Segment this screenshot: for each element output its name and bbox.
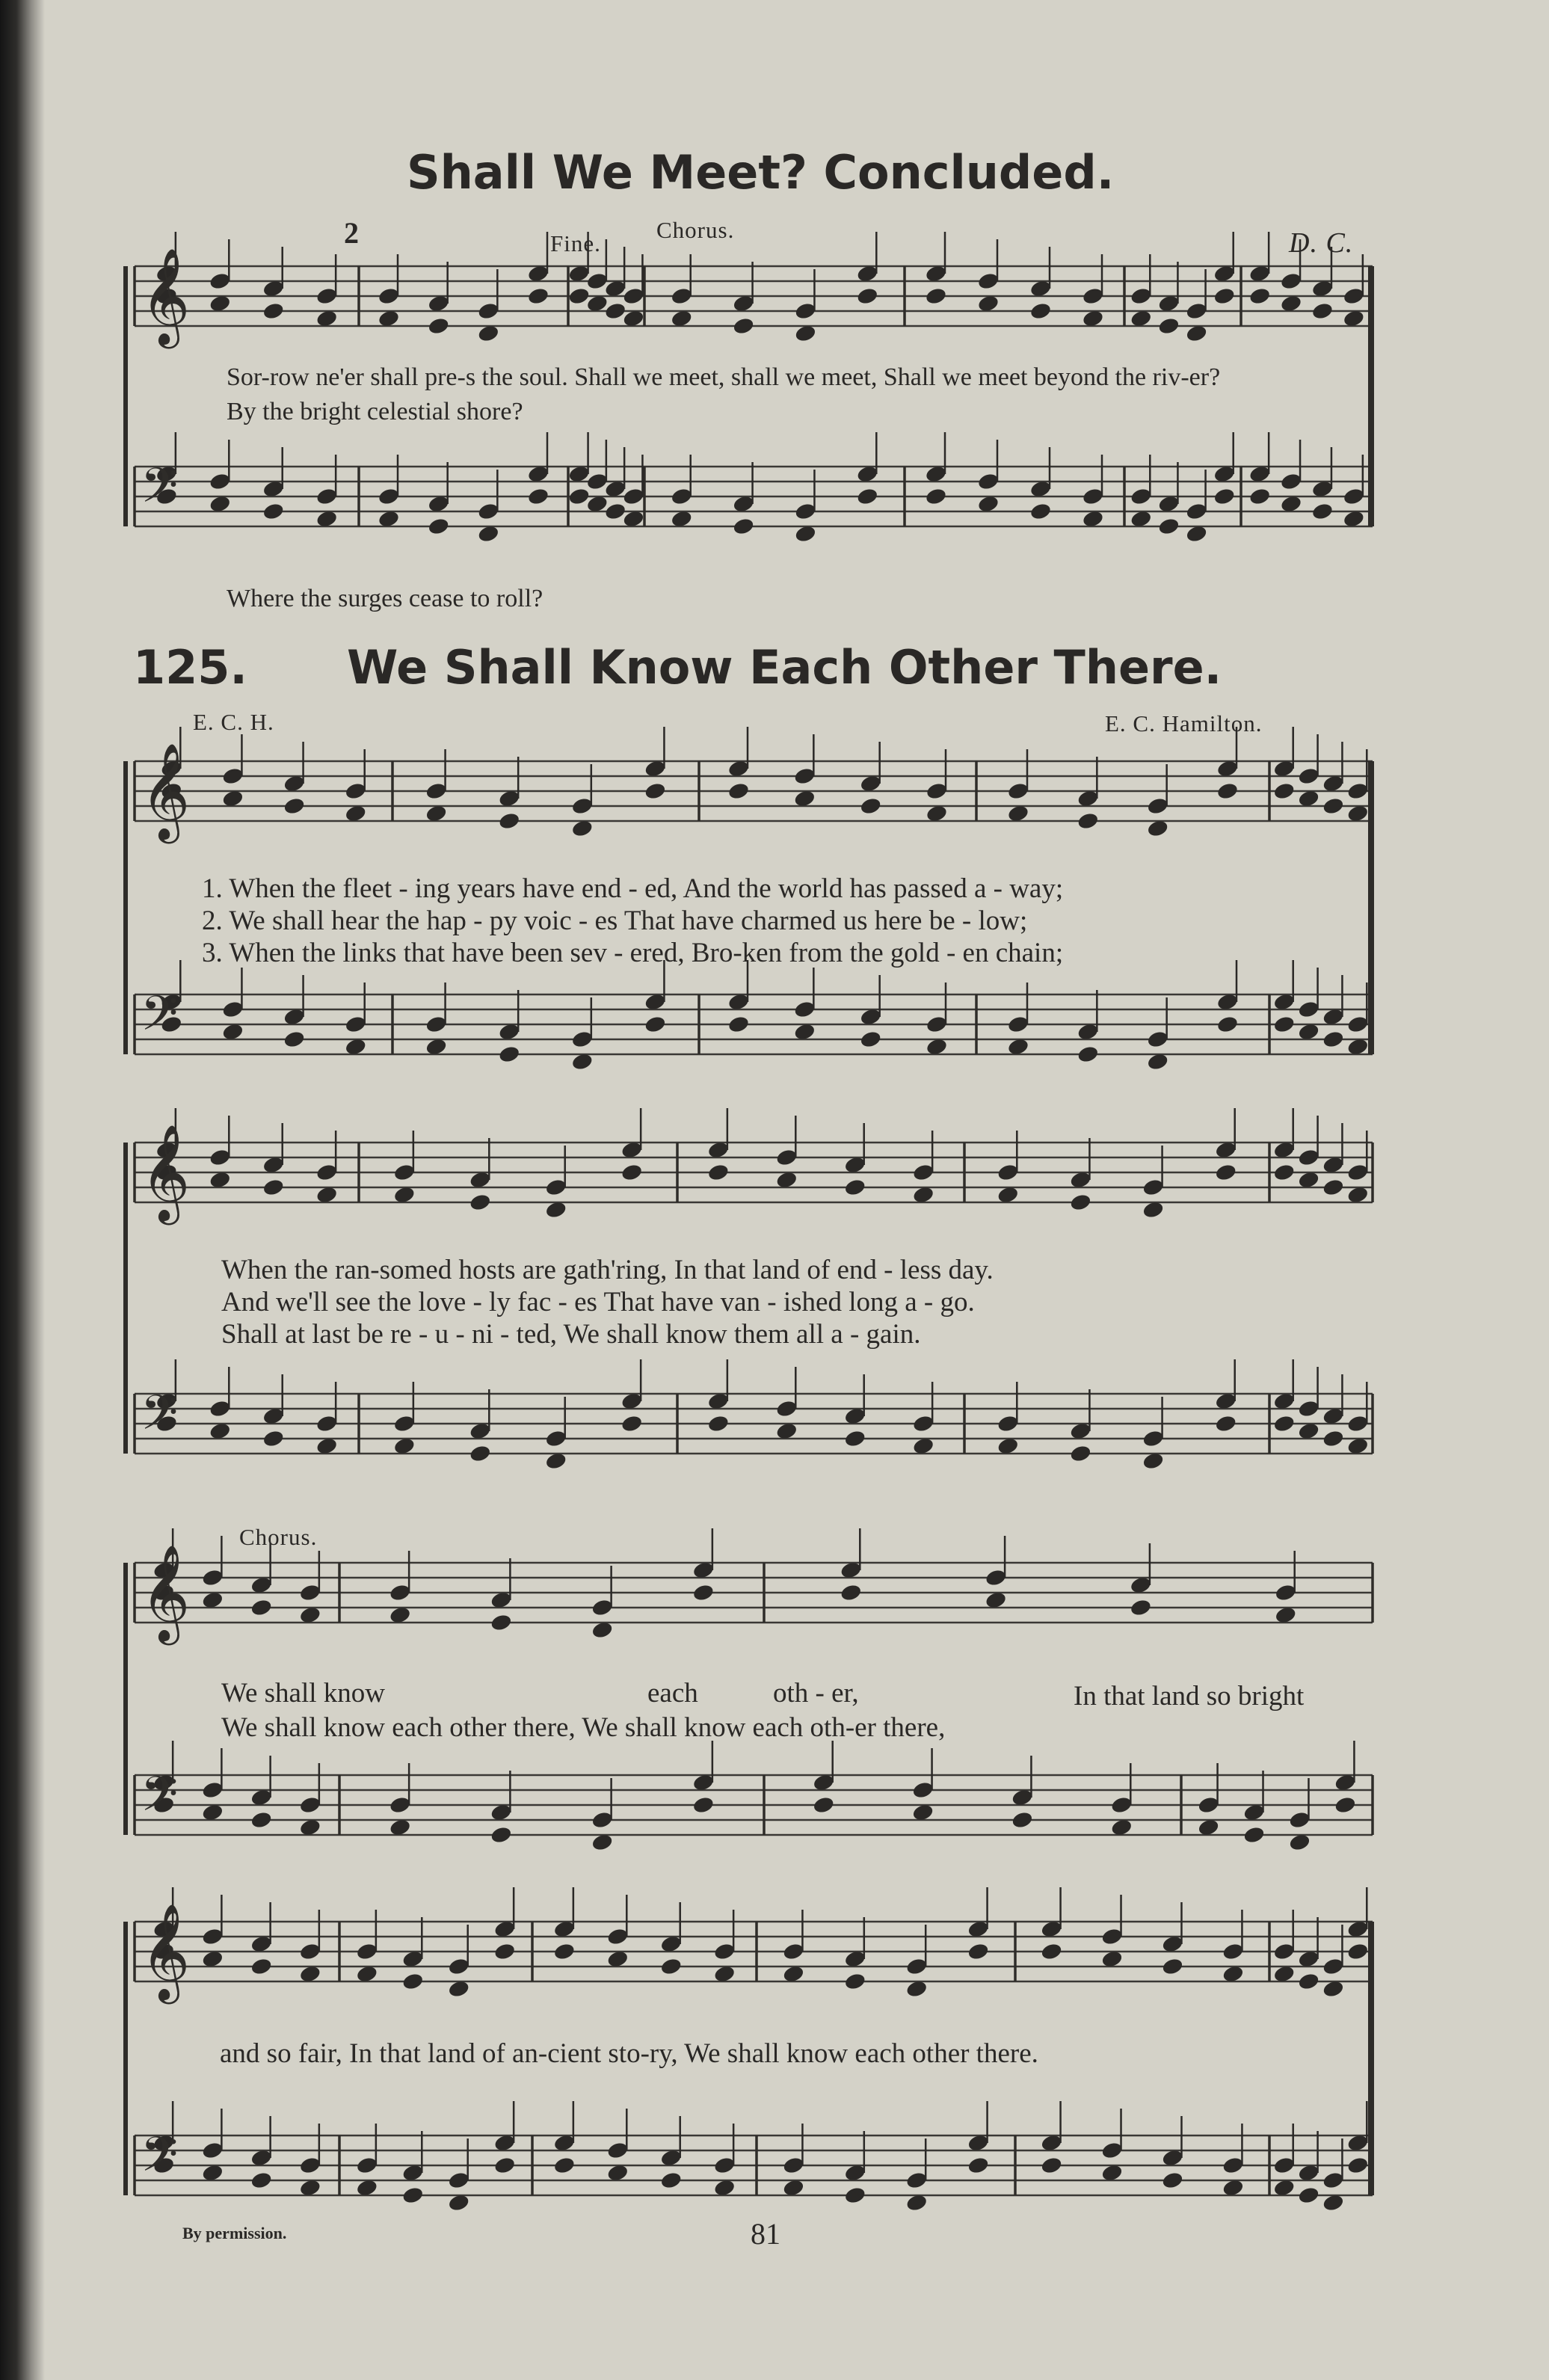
notehead — [544, 1429, 567, 1448]
notehead — [493, 2156, 517, 2175]
notehead — [1297, 1399, 1320, 1418]
notehead — [775, 1399, 798, 1418]
notehead — [299, 1795, 322, 1815]
treble-clef: 𝄞 — [141, 247, 191, 345]
notehead — [553, 1942, 576, 1961]
notehead — [1040, 2156, 1063, 2175]
dc-marking: D. C. — [1289, 227, 1354, 259]
notehead — [544, 1178, 567, 1197]
notehead — [1029, 502, 1053, 521]
notehead — [477, 502, 500, 521]
notehead — [250, 1598, 273, 1617]
notehead — [732, 517, 755, 536]
notehead — [477, 301, 500, 321]
chorus-marking: Chorus. — [239, 1524, 318, 1550]
notehead — [427, 517, 450, 536]
notehead — [644, 781, 667, 801]
notehead — [1157, 517, 1180, 536]
notehead — [586, 271, 609, 291]
notehead — [1248, 286, 1272, 306]
notehead — [1242, 1825, 1266, 1845]
notehead — [1272, 1163, 1296, 1182]
notehead — [1297, 2186, 1320, 2205]
final-lyric: and so fair, In that land of an-cient sto-ry, We shall know each other there. — [220, 2038, 1038, 2069]
notehead — [299, 1942, 322, 1961]
notehead — [1216, 1015, 1239, 1034]
notehead — [469, 1193, 492, 1212]
notehead — [1142, 1178, 1165, 1197]
notehead — [859, 1030, 882, 1049]
notehead — [967, 2156, 990, 2175]
notehead — [262, 301, 285, 321]
notehead — [1082, 286, 1105, 306]
notehead — [1280, 271, 1303, 291]
treble-clef: 𝄞 — [141, 742, 191, 840]
notehead — [843, 1429, 866, 1448]
notehead — [604, 301, 627, 321]
notehead — [1311, 301, 1334, 321]
notehead — [606, 2141, 629, 2160]
bass-clef: 𝄢 — [141, 458, 179, 526]
notehead — [447, 1957, 470, 1976]
continuation-lyric-line-1: Sor-row ne'er shall pre-s the soul. Shall we meet, shall we meet, Shall we meet beyond the riv-er? — [227, 363, 1221, 391]
notehead — [1297, 766, 1320, 786]
notehead — [985, 1568, 1008, 1587]
bass-clef: 𝄢 — [141, 986, 179, 1054]
notehead — [1272, 1015, 1296, 1034]
notehead — [1297, 1148, 1320, 1167]
notehead — [856, 286, 879, 306]
staff-lines — [126, 266, 1374, 2195]
notehead — [967, 1942, 990, 1961]
notehead — [794, 301, 817, 321]
notehead — [209, 271, 232, 291]
notehead — [775, 1148, 798, 1167]
notehead — [1334, 1795, 1357, 1815]
notehead — [1214, 1163, 1237, 1182]
notehead — [1346, 2156, 1370, 2175]
notehead — [1272, 781, 1296, 801]
notehead — [1146, 796, 1169, 816]
notehead — [356, 2156, 379, 2175]
notehead — [490, 1825, 513, 1845]
notehead — [389, 1583, 412, 1602]
notehead — [221, 766, 244, 786]
treble-clef: 𝄞 — [141, 1903, 191, 2000]
notehead — [997, 1163, 1020, 1182]
notehead — [250, 2171, 273, 2190]
notehead — [659, 2171, 683, 2190]
system2-verse-3: Shall at last be re - u - ni - ted, We shall know them all a - gain. — [221, 1319, 921, 1350]
treble-clef: 𝄞 — [141, 1124, 191, 1221]
notehead — [604, 502, 627, 521]
notehead — [1213, 487, 1236, 506]
notehead — [713, 2156, 736, 2175]
notehead — [732, 316, 755, 336]
notehead — [490, 1613, 513, 1632]
notehead — [925, 487, 948, 506]
chorus-soprano-lyric-1: We shall know — [221, 1678, 385, 1709]
notehead — [844, 2186, 867, 2205]
notehead — [315, 1163, 339, 1182]
notehead — [1322, 1429, 1345, 1448]
notehead — [1222, 2156, 1245, 2175]
continuation-title: Shall We Meet? Concluded. — [407, 145, 1115, 200]
notehead — [997, 1414, 1020, 1433]
system1-verse-3: 3. When the links that have been sev - ered, Bro-ken from the gold - en chain; — [202, 938, 1064, 968]
notehead — [378, 487, 401, 506]
notehead — [425, 1015, 448, 1034]
chorus-alto-lyric: We shall know each other there, We shall know each oth-er there, — [221, 1712, 946, 1743]
notehead — [977, 472, 1000, 491]
notehead — [1185, 301, 1208, 321]
notehead — [1322, 1957, 1345, 1976]
notehead — [221, 1000, 244, 1019]
notehead — [527, 286, 550, 306]
notehead — [793, 1000, 816, 1019]
notehead — [591, 1598, 614, 1617]
notehead — [925, 286, 948, 306]
notehead — [1082, 487, 1105, 506]
notehead — [393, 1414, 416, 1433]
chorus-marking-top: Chorus. — [656, 217, 735, 243]
notehead — [1322, 1030, 1345, 1049]
notehead — [1311, 502, 1334, 521]
notehead — [1069, 1444, 1092, 1463]
notehead — [1322, 796, 1345, 816]
notehead — [1272, 2156, 1296, 2175]
notehead — [571, 796, 594, 816]
notehead — [401, 2186, 425, 2205]
notehead — [201, 1927, 224, 1946]
notehead — [1011, 1810, 1034, 1830]
notehead — [425, 781, 448, 801]
notehead — [567, 286, 591, 306]
notehead — [209, 472, 232, 491]
notehead — [553, 2156, 576, 2175]
notehead — [299, 2156, 322, 2175]
noteheads — [153, 232, 1370, 2213]
continuation-lyric-line-3: Where the surges cease to roll? — [227, 585, 543, 612]
notehead — [1322, 2171, 1345, 2190]
composer-credit: E. C. Hamilton. — [1105, 710, 1263, 737]
notehead — [283, 1030, 306, 1049]
notehead — [1297, 1972, 1320, 1991]
clefs-and-signatures — [141, 247, 190, 2195]
notehead — [1343, 487, 1366, 506]
notehead — [262, 1178, 285, 1197]
final-barline — [1368, 266, 1374, 526]
notehead — [1222, 1942, 1245, 1961]
notehead — [782, 2156, 805, 2175]
notehead — [1157, 316, 1180, 336]
notehead — [713, 1942, 736, 1961]
final-barline — [1368, 1922, 1374, 2195]
notehead — [782, 1942, 805, 1961]
continuation-lyric-line-2: By the bright celestial shore? — [227, 398, 523, 425]
notehead — [926, 1015, 949, 1034]
notehead — [659, 1957, 683, 1976]
notehead — [1274, 1583, 1297, 1602]
notehead — [591, 1810, 614, 1830]
notehead — [622, 487, 645, 506]
notehead — [209, 1148, 232, 1167]
notehead — [1142, 1429, 1165, 1448]
hymn-title: We Shall Know Each Other There. — [347, 640, 1222, 695]
notehead — [1346, 1942, 1370, 1961]
notehead — [1346, 1015, 1370, 1034]
notehead — [1214, 1414, 1237, 1433]
notehead — [1322, 1178, 1345, 1197]
notehead — [1248, 487, 1272, 506]
notehead — [201, 1780, 224, 1800]
notehead — [283, 796, 306, 816]
fine-marking: Fine. — [550, 230, 601, 256]
notehead — [856, 487, 879, 506]
notehead — [1216, 781, 1239, 801]
final-barline — [1368, 761, 1374, 1054]
notehead — [727, 1015, 751, 1034]
notehead — [620, 1414, 644, 1433]
notehead — [1272, 1414, 1296, 1433]
notehead — [262, 502, 285, 521]
notehead — [1146, 1030, 1169, 1049]
notehead — [844, 1972, 867, 1991]
notehead — [926, 781, 949, 801]
notehead — [262, 1429, 285, 1448]
notehead — [209, 1399, 232, 1418]
notehead — [586, 472, 609, 491]
notehead — [670, 286, 693, 306]
notehead — [1130, 1598, 1153, 1617]
notehead — [707, 1414, 730, 1433]
notehead — [859, 796, 882, 816]
notehead — [1272, 1942, 1296, 1961]
notehead — [670, 487, 693, 506]
notehead — [977, 271, 1000, 291]
notehead — [1161, 1957, 1184, 1976]
notehead — [401, 1972, 425, 1991]
notehead — [1077, 811, 1100, 831]
treble-clef: 𝄞 — [141, 1544, 191, 1641]
system2-verse-1: When the ran-somed hosts are gath'ring, In that land of end - less day. — [221, 1255, 994, 1285]
notehead — [469, 1444, 492, 1463]
notehead — [727, 781, 751, 801]
system2-verse-2: And we'll see the love - ly fac - es That have van - ished long a - go. — [221, 1287, 975, 1317]
permission-note: By permission. — [182, 2224, 287, 2242]
notehead — [905, 1957, 929, 1976]
bass-clef: 𝄢 — [141, 1386, 179, 1453]
page-number: 81 — [751, 2217, 780, 2251]
system1-verse-1: 1. When the fleet - ing years have end - ed, And the world has passed a - way; — [202, 873, 1064, 904]
chorus-soprano-lyric-3: oth - er, — [773, 1678, 859, 1709]
notehead — [1288, 1810, 1311, 1830]
notehead — [1077, 1045, 1100, 1064]
notehead — [692, 1583, 715, 1602]
notehead — [1197, 1795, 1220, 1815]
notehead — [1100, 2141, 1124, 2160]
notehead — [393, 1163, 416, 1182]
notehead — [840, 1583, 863, 1602]
notehead — [299, 1583, 322, 1602]
notehead — [644, 1015, 667, 1034]
notehead — [1346, 1163, 1370, 1182]
chorus-soprano-lyric-2: each — [647, 1678, 698, 1709]
notehead — [315, 1414, 339, 1433]
notehead — [1280, 472, 1303, 491]
system1-verse-2: 2. We shall hear the hap - py voic - es That have charmed us here be - low; — [202, 905, 1028, 936]
notehead — [1297, 1000, 1320, 1019]
lyricist-credit: E. C. H. — [193, 709, 274, 735]
notehead — [447, 2171, 470, 2190]
notehead — [912, 1163, 935, 1182]
notehead — [356, 1942, 379, 1961]
notehead — [1029, 301, 1053, 321]
notehead — [250, 1810, 273, 1830]
notehead — [1161, 2171, 1184, 2190]
notehead — [812, 1795, 835, 1815]
notehead — [911, 1780, 934, 1800]
notehead — [794, 502, 817, 521]
notehead — [1007, 781, 1030, 801]
notehead — [389, 1795, 412, 1815]
notehead — [378, 286, 401, 306]
notehead — [1069, 1193, 1092, 1212]
ending-number: 2 — [344, 216, 360, 250]
notehead — [315, 286, 339, 306]
hymn-number: 125. — [133, 640, 247, 695]
notehead — [905, 2171, 929, 2190]
notehead — [1040, 1942, 1063, 1961]
notehead — [201, 1568, 224, 1587]
bass-clef: 𝄢 — [141, 1767, 179, 1834]
notehead — [1346, 1414, 1370, 1433]
notehead — [1007, 1015, 1030, 1034]
chorus-soprano-lyric-4: In that land so bright — [1074, 1681, 1305, 1712]
notehead — [493, 1942, 517, 1961]
notehead — [315, 487, 339, 506]
bass-clef: 𝄢 — [141, 2127, 179, 2195]
notehead — [498, 1045, 521, 1064]
notehead — [1346, 781, 1370, 801]
notehead — [1343, 286, 1366, 306]
notehead — [567, 487, 591, 506]
notehead — [912, 1414, 935, 1433]
notehead — [843, 1178, 866, 1197]
notehead — [1185, 502, 1208, 521]
notehead — [571, 1030, 594, 1049]
notehead — [1100, 1927, 1124, 1946]
notehead — [201, 2141, 224, 2160]
notehead — [1110, 1795, 1133, 1815]
notehead — [707, 1163, 730, 1182]
notehead — [498, 811, 521, 831]
notehead — [620, 1163, 644, 1182]
notehead — [692, 1795, 715, 1815]
notehead — [606, 1927, 629, 1946]
notehead — [344, 781, 367, 801]
notehead — [344, 1015, 367, 1034]
notehead — [1130, 286, 1153, 306]
notehead — [1130, 487, 1153, 506]
notehead — [527, 487, 550, 506]
notehead — [250, 1957, 273, 1976]
notehead — [427, 316, 450, 336]
notehead — [622, 286, 645, 306]
notehead — [1213, 286, 1236, 306]
notehead — [793, 766, 816, 786]
